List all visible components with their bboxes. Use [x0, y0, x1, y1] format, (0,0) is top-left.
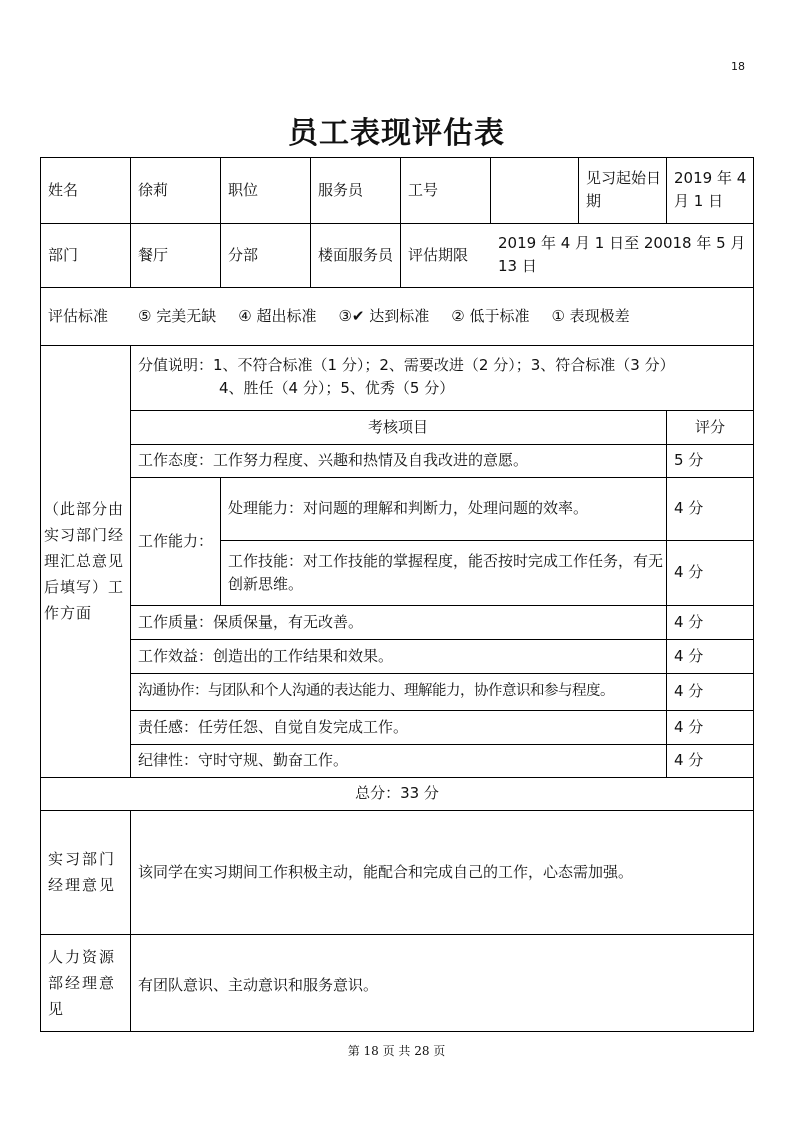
position-value: 服务员: [318, 180, 364, 199]
start-date-label: 见习起始日期: [586, 169, 662, 210]
item-handling: 处理能力：对问题的理解和判断力，处理问题的效率。: [228, 499, 589, 517]
score-responsibility: 4 分: [674, 717, 704, 736]
section-label: （此部分由实习部门经理汇总意见后填写）工作方面: [44, 500, 125, 622]
page-number: 18: [731, 60, 745, 73]
name-label: 姓名: [48, 180, 79, 199]
item-skill: 工作技能：对工作技能的掌握程度，能否按时完成工作任务，有无创新思维。: [228, 551, 664, 593]
branch-value: 楼面服务员: [318, 245, 394, 264]
score-efficiency: 4 分: [674, 646, 704, 665]
item-efficiency: 工作效益：创造出的工作结果和效果。: [138, 646, 394, 665]
standards-row: [48, 287, 748, 345]
page-title: 员工表现评估表: [288, 116, 505, 151]
standard-4: ④ 超出标准: [238, 306, 317, 325]
position-label: 职位: [228, 180, 259, 199]
standards-label: 评估标准: [48, 306, 109, 325]
header-score: 评分: [694, 417, 725, 436]
manager-opinion-text: 该同学在实习期间工作积极主动，能配合和完成自己的工作，心态需加强。: [138, 862, 634, 881]
group-ability: 工作能力：: [138, 531, 214, 550]
employee-id-value: [498, 157, 576, 223]
employee-id-label: 工号: [408, 180, 439, 199]
standard-3-checked: ③✔ 达到标准: [338, 306, 430, 325]
header-item: 考核项目: [367, 417, 428, 436]
item-responsibility: 责任感：任劳任怨、自觉自发完成工作。: [138, 717, 409, 736]
dept-label: 部门: [48, 245, 79, 264]
score-quality: 4 分: [674, 612, 704, 631]
score-handling: 4 分: [674, 499, 704, 517]
hr-opinion-text: 有团队意识、主动意识和服务意识。: [138, 976, 379, 994]
total-score: 总分：33 分: [355, 784, 439, 802]
item-attitude: 工作态度：工作努力程度、兴趣和热情及自我改进的意愿。: [138, 451, 529, 469]
dept-value: 餐厅: [138, 245, 169, 264]
name-value: 徐莉: [138, 180, 169, 199]
hr-opinion-label: 人力资源部经理意见: [48, 948, 117, 1018]
score-attitude: 5 分: [674, 451, 704, 469]
page-footer: 第 18 页 共 28 页: [347, 1044, 446, 1058]
item-quality: 工作质量：保质保量，有无改善。: [138, 612, 364, 631]
branch-label: 分部: [228, 245, 259, 264]
period-label: 评估期限: [408, 245, 469, 264]
period-value: 2019 年 4 月 1 日至 20018 年 5 月 13 日: [498, 234, 746, 275]
score-skill: 4 分: [674, 563, 704, 581]
manager-opinion-label: 实习部门经理意见: [48, 850, 117, 894]
standard-5: ⑤ 完美无缺: [138, 306, 217, 325]
start-date-value: 2019 年 4 月 1 日: [674, 169, 747, 210]
score-note: 分值说明：1、不符合标准（1 分）；2、需要改进（2 分）；3、符合标准（3 分） 4、胜任（4 分）；5、优秀（5 分）: [138, 356, 675, 397]
score-discipline: 4 分: [674, 751, 704, 769]
standard-2: ② 低于标准: [451, 306, 530, 325]
item-communication: 沟通协作：与团队和个人沟通的表达能力、理解能力，协作意识和参与程度。: [138, 683, 614, 699]
score-communication: 4 分: [674, 682, 704, 700]
standard-1: ① 表现极差: [551, 306, 630, 325]
item-discipline: 纪律性：守时守规、勤奋工作。: [138, 751, 349, 769]
